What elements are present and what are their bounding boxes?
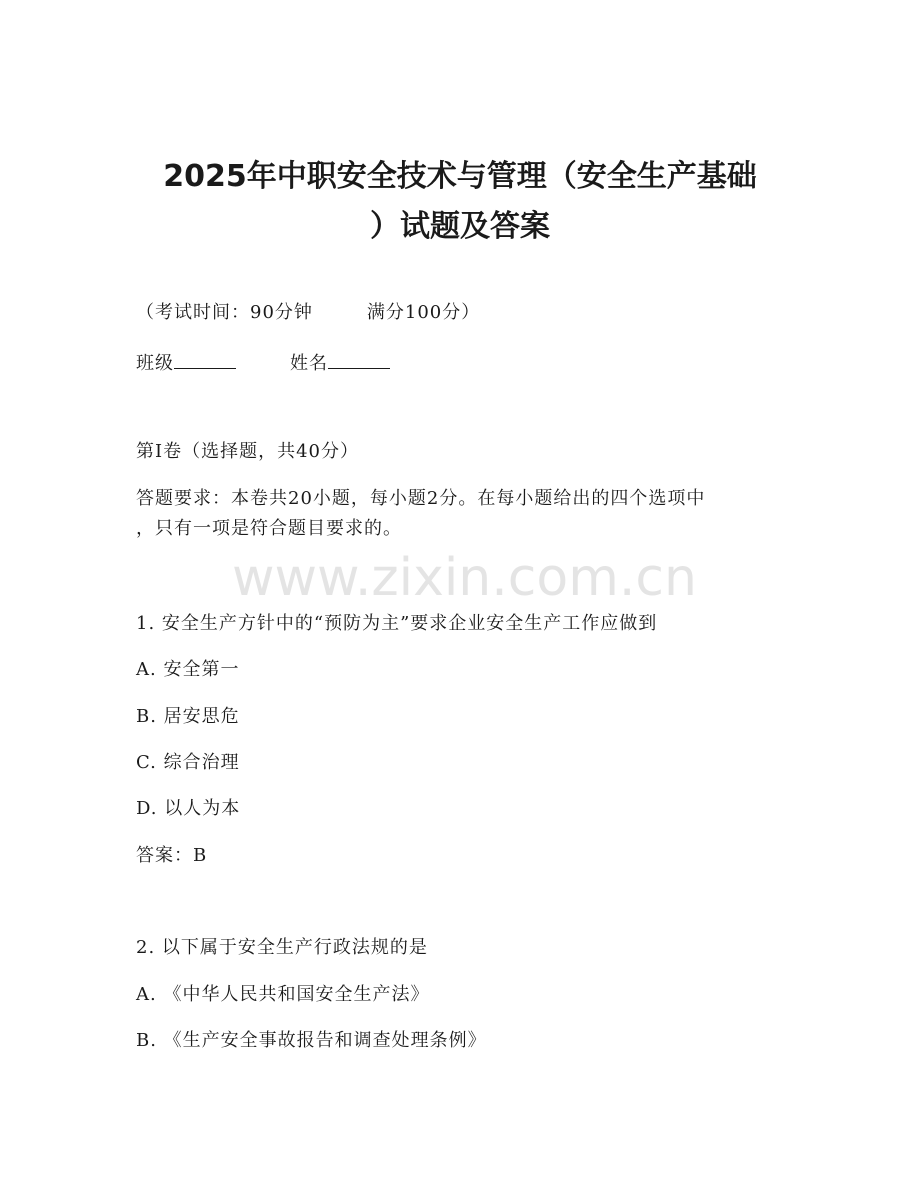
exam-full-score: 满分100分） bbox=[366, 302, 481, 323]
section-instructions-line-2: ，只有一项是符合题目要求的。 bbox=[136, 518, 402, 539]
name-blank[interactable] bbox=[328, 352, 390, 369]
class-blank[interactable] bbox=[174, 352, 236, 369]
class-label: 班级 bbox=[136, 353, 174, 374]
question-2-stem: 2. 以下属于安全生产行政法规的是 bbox=[136, 937, 428, 958]
section-instructions-line-1: 答题要求：本卷共20小题，每小题2分。在每小题给出的四个选项中 bbox=[136, 488, 706, 509]
student-fields bbox=[136, 352, 390, 373]
question-1-option-a: A. 安全第一 bbox=[136, 659, 240, 680]
document-title-line-2: ）试题及答案 bbox=[370, 209, 550, 244]
question-1-option-d: D. 以人为本 bbox=[136, 798, 241, 819]
document-title-line-1: 2025年中职安全技术与管理（安全生产基础 bbox=[163, 159, 757, 194]
exam-info bbox=[136, 304, 480, 322]
exam-duration: （考试时间：90分钟 bbox=[136, 302, 313, 323]
question-1-option-c: C. 综合治理 bbox=[136, 752, 240, 773]
section-heading: 第Ⅰ卷（选择题，共40分） bbox=[136, 441, 360, 462]
question-2-option-a: A. 《中华人民共和国安全生产法》 bbox=[136, 984, 430, 1005]
question-2-option-b: B. 《生产安全事故报告和调查处理条例》 bbox=[136, 1030, 487, 1051]
watermark: www.zixin.com.cn bbox=[232, 548, 697, 608]
name-label: 姓名 bbox=[290, 353, 328, 374]
question-1-stem: 1. 安全生产方针中的“预防为主”要求企业安全生产工作应做到 bbox=[136, 613, 658, 634]
question-1-option-b: B. 居安思危 bbox=[136, 706, 240, 727]
question-1-answer: 答案：B bbox=[136, 845, 208, 866]
